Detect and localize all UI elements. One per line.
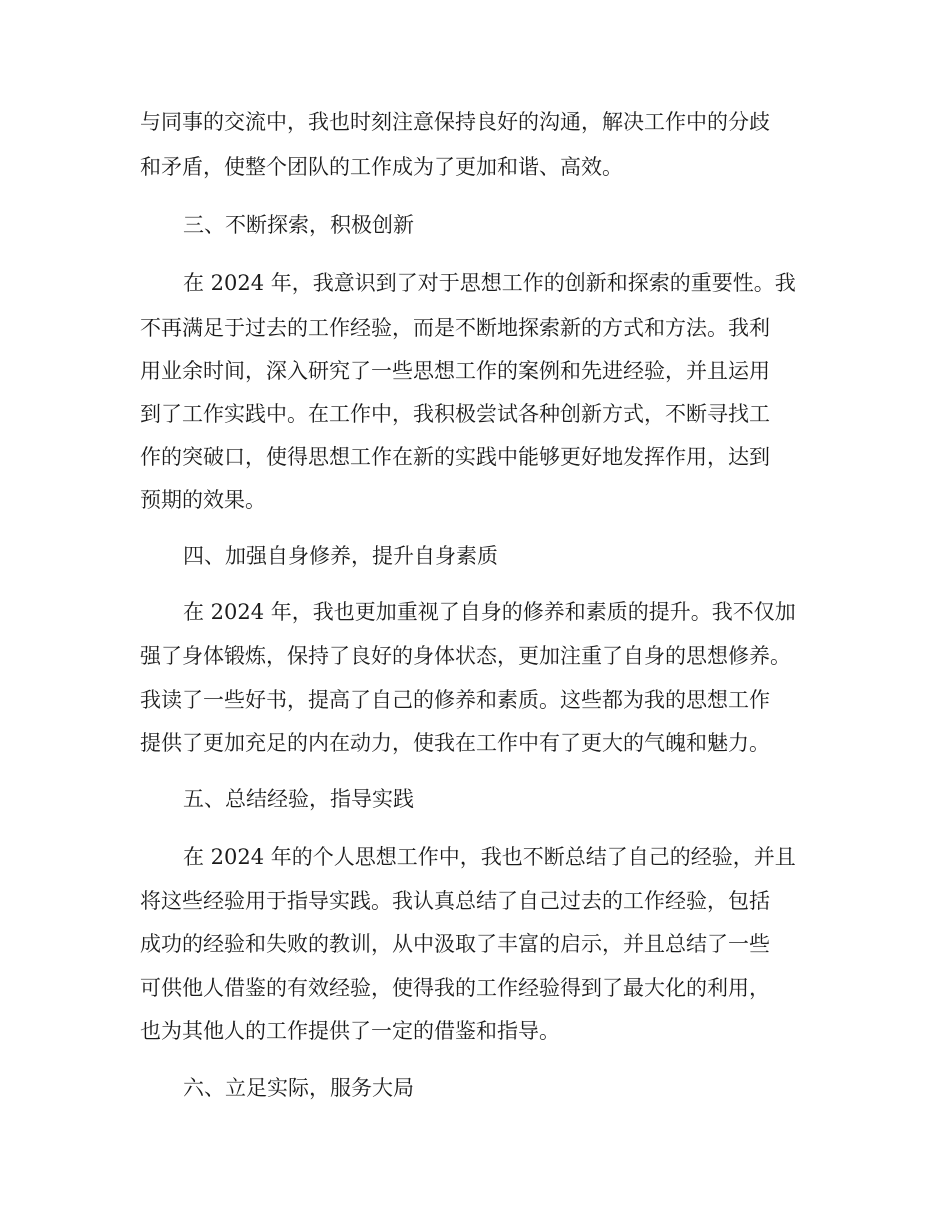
body-text-line: 到了工作实践中。在工作中，我积极尝试各种创新方式，不断寻找工 (140, 402, 770, 426)
section-heading-3: 三、不断探索，积极创新 (183, 213, 414, 237)
section-heading-6: 六、立足实际，服务大局 (183, 1076, 414, 1100)
body-text-line: 在 2024 年，我意识到了对于思想工作的创新和探索的重要性。我 (183, 271, 796, 295)
body-text-line: 预期的效果。 (140, 488, 266, 512)
body-text-line: 提供了更加充足的内在动力，使我在工作中有了更大的气魄和魅力。 (140, 731, 770, 755)
body-text-line: 强了身体锻炼，保持了良好的身体状态，更加注重了自身的思想修养。 (140, 644, 791, 668)
body-text-line: 也为其他人的工作提供了一定的借鉴和指导。 (140, 1019, 560, 1043)
body-text-line: 作的突破口，使得思想工作在新的实践中能够更好地发挥作用，达到 (140, 445, 770, 469)
section-heading-5: 五、总结经验，指导实践 (183, 787, 414, 811)
body-text-line: 不再满足于过去的工作经验，而是不断地探索新的方式和方法。我利 (140, 316, 770, 340)
body-text-line: 与同事的交流中，我也时刻注意保持良好的沟通，解决工作中的分歧 (140, 110, 770, 134)
body-text-line: 可供他人借鉴的有效经验，使得我的工作经验得到了最大化的利用， (140, 976, 770, 1000)
body-text-line: 在 2024 年的个人思想工作中，我也不断总结了自己的经验，并且 (183, 845, 796, 869)
body-text-line: 成功的经验和失败的教训，从中汲取了丰富的启示，并且总结了一些 (140, 932, 770, 956)
section-heading-4: 四、加强自身修养，提升自身素质 (183, 544, 498, 568)
body-text-line: 用业余时间，深入研究了一些思想工作的案例和先进经验，并且运用 (140, 359, 770, 383)
body-text-line: 将这些经验用于指导实践。我认真总结了自己过去的工作经验，包括 (140, 889, 770, 913)
body-text-line: 在 2024 年，我也更加重视了自身的修养和素质的提升。我不仅加 (183, 600, 796, 624)
body-text-line: 和矛盾，使整个团队的工作成为了更加和谐、高效。 (140, 155, 623, 179)
body-text-line: 我读了一些好书，提高了自己的修养和素质。这些都为我的思想工作 (140, 688, 770, 712)
